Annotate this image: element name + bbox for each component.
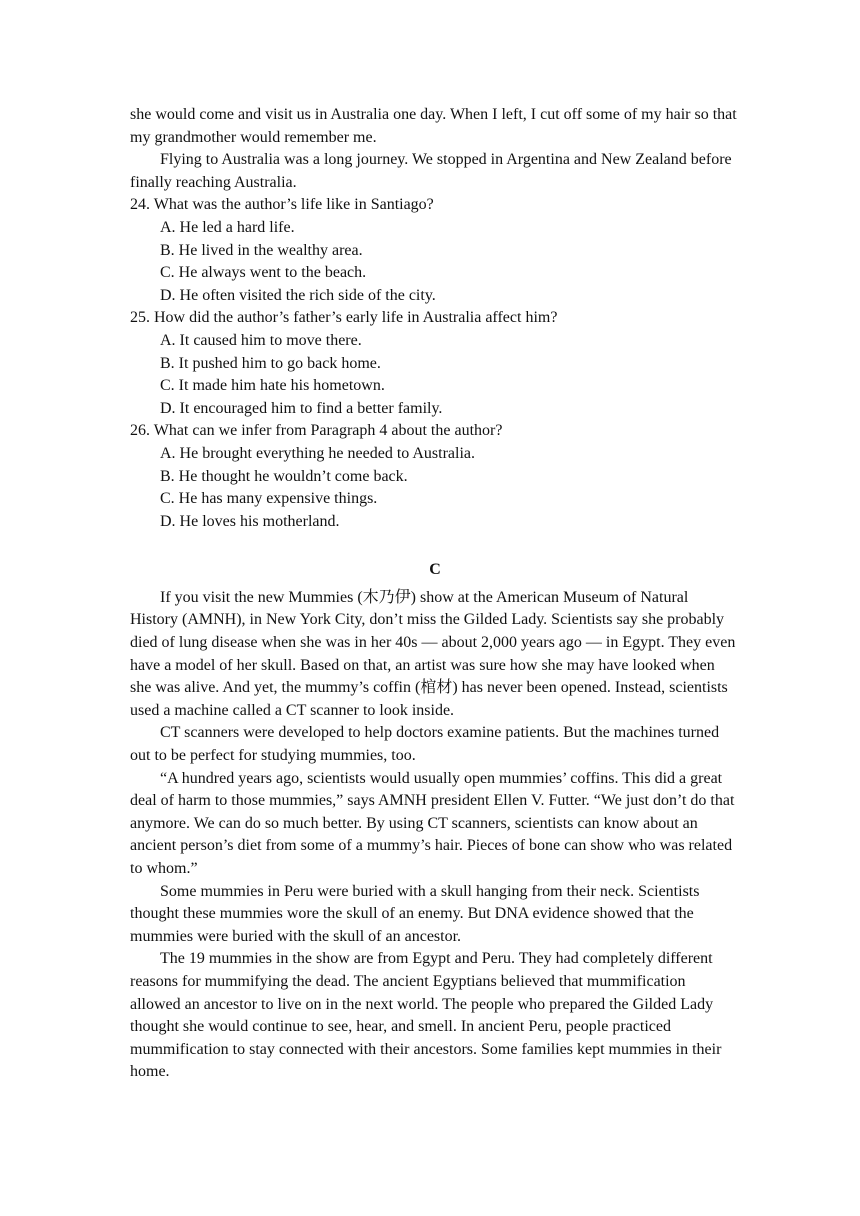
option-c: C. It made him hate his hometown. [160, 377, 385, 395]
intro-paragraph-2: Flying to Australia was a long journey. We stopped in Argentina and New Zealand before finally reaching Australia. [130, 151, 732, 191]
option-a: A. He led a hard life. [160, 218, 295, 236]
passage-paragraph-3: “A hundred years ago, scientists would usually open mummies’ coffins. This did a great deal of harm to those mummies,” says AMNH president Ellen V. Futter. “We just don’t do that anymore. We can do so much better. By using CT scanners, scientists can know about an ancient person’s diet from some of a mummy’s hair. Pieces of bone can show who was related to whom.” [130, 769, 735, 877]
option-b: B. He thought he wouldn’t come back. [160, 467, 408, 485]
intro-paragraph-1: she would come and visit us in Australia one day. When I left, I cut off some of my hair so that my grandmother would remember me. [130, 106, 737, 146]
section-heading: C [429, 561, 441, 579]
option-c: C. He has many expensive things. [160, 490, 378, 508]
passage-paragraph-4: Some mummies in Peru were buried with a skull hanging from their neck. Scientists thought these mummies wore the skull of an enemy. But DNA evidence showed that the mummies were buried with the skull of an ancestor. [130, 882, 700, 945]
question-stem: 24. What was the author’s life like in Santiago? [130, 196, 434, 214]
question-stem: 26. What can we infer from Paragraph 4 about the author? [130, 422, 503, 440]
option-c: C. He always went to the beach. [160, 264, 367, 282]
option-b: B. It pushed him to go back home. [160, 354, 381, 372]
option-d: D. He often visited the rich side of the city. [160, 286, 436, 304]
option-b: B. He lived in the wealthy area. [160, 241, 363, 259]
passage-paragraph-1: If you visit the new Mummies (木乃伊) show at the American Museum of Natural History (AMNH), in New York City, don’t miss the Gilded Lady. Scientists say she probably died of lung disease when she was in her 40s — about 2,000 years ago — in Egypt. They even have a model of her skull. Based on that, an artist was sure how she may have looked when she was alive. And yet, the mummy’s coffin (棺材) has never been opened. Instead, scientists used a machine called a CT scanner to look inside. [130, 588, 736, 719]
question-24 [130, 194, 740, 307]
option-a: A. It caused him to move there. [160, 331, 362, 349]
document-page [130, 104, 740, 1084]
option-d: D. It encouraged him to find a better family. [160, 399, 443, 417]
option-d: D. He loves his motherland. [160, 512, 340, 530]
option-a: A. He brought everything he needed to Australia. [160, 444, 476, 462]
question-stem: 25. How did the author’s father’s early life in Australia affect him? [130, 309, 558, 327]
passage-paragraph-2: CT scanners were developed to help doctors examine patients. But the machines turned out to be perfect for studying mummies, too. [130, 724, 720, 765]
question-25 [130, 307, 740, 420]
question-26 [130, 420, 740, 533]
passage-paragraph-5: The 19 mummies in the show are from Egypt and Peru. They had completely different reasons for mummifying the dead. The ancient Egyptians believed that mummification allowed an ancestor to live on in the next world. The people who prepared the Gilded Lady thought she would continue to see, hear, and smell. In ancient Peru, people practiced mummification to stay connected with their ancestors. Some families kept mummies in their home. [130, 950, 722, 1081]
